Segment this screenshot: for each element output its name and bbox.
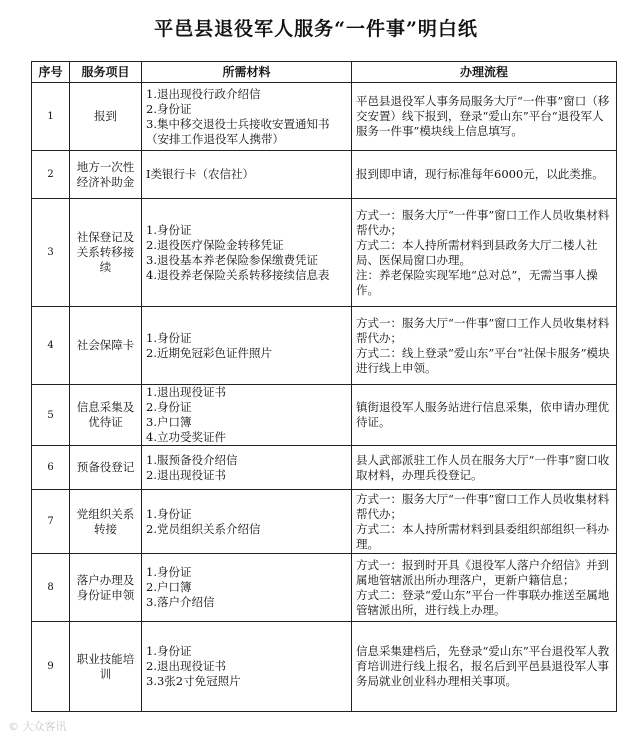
materials-cell	[142, 83, 352, 151]
header-item: 服务项目	[70, 62, 142, 83]
process-cell	[352, 490, 617, 554]
materials-cell	[142, 199, 352, 307]
process-cell	[352, 446, 617, 490]
materials-cell	[142, 622, 352, 712]
process-line: 方式二：本人持所需材料到县政务大厅二楼人社局、医保局窗口办理。	[356, 237, 598, 267]
table-row	[32, 446, 617, 490]
service-item: 社会保障卡	[70, 307, 142, 385]
service-item: 职业技能培训	[70, 622, 142, 712]
materials-cell	[142, 151, 352, 199]
service-table	[31, 61, 617, 712]
row-number: 5	[32, 385, 70, 446]
materials-cell	[142, 385, 352, 446]
process-line: 方式一：服务大厅“一件事”窗口工作人员收集材料帮代办；	[356, 491, 610, 521]
process-cell	[352, 622, 617, 712]
material-line: 2.退出现役证书	[146, 659, 226, 673]
row-number: 8	[32, 554, 70, 622]
material-line: 2.身份证	[146, 101, 192, 116]
material-line: 1.退出现役证书	[146, 385, 226, 399]
service-item: 落户办理及身份证申领	[70, 554, 142, 622]
process-line: 信息采集建档后，先登录“爱山东”平台退役军人教育培训进行线上报名，报名后到平邑县退役军人事务局就业创业科办理相关事项。	[356, 644, 610, 688]
material-line: 2.身份证	[146, 400, 192, 414]
process-line: 县人武部派驻工作人员在服务大厅“一件事”窗口收取材料，办理兵役登记。	[356, 452, 610, 482]
material-line: 4.立功受奖证件	[146, 430, 226, 444]
header-no: 序号	[32, 62, 70, 83]
header-flow: 办理流程	[352, 62, 617, 83]
material-line: 1.服预备役介绍信	[146, 452, 238, 467]
service-item: 地方一次性经济补助金	[70, 151, 142, 199]
header-materials: 所需材料	[142, 62, 352, 83]
materials-cell	[142, 446, 352, 490]
process-line: 方式一：报到时开具《退役军人落户介绍信》并到属地管辖派出所办理落户，更新户籍信息；	[356, 557, 609, 587]
service-item: 报到	[70, 83, 142, 151]
material-line: 1.身份证	[146, 222, 192, 237]
material-line: 3.退役基本养老保险参保缴费凭证	[146, 252, 318, 267]
material-line: 3.落户介绍信	[146, 595, 215, 609]
table-row	[32, 554, 617, 622]
material-line: 2.退出现役证书	[146, 467, 226, 482]
service-item: 信息采集及优待证	[70, 385, 142, 446]
process-line: 方式一：服务大厅“一件事”窗口工作人员收集材料帮代办；	[356, 207, 610, 237]
process-line: 方式一：服务大厅“一件事”窗口工作人员收集材料帮代办；	[356, 315, 610, 345]
process-line: 方式二：登录“爱山东”平台一件事联办推送至属地管辖派出所，进行线上办理。	[356, 587, 610, 617]
material-line: 2.户口簿	[146, 580, 192, 594]
table-row	[32, 307, 617, 385]
process-cell	[352, 83, 617, 151]
process-cell	[352, 385, 617, 446]
material-line: 2.近期免冠彩色证件照片	[146, 345, 272, 360]
row-number: 7	[32, 490, 70, 554]
material-line: 1.退出现役行政介绍信	[146, 86, 261, 101]
table-row	[32, 151, 617, 199]
process-line: 报到即申请，现行标准每年6000元，以此类推。	[356, 167, 604, 181]
row-number: 2	[32, 151, 70, 199]
row-number: 4	[32, 307, 70, 385]
material-line: 4.退役养老保险关系转移接续信息表	[146, 267, 330, 282]
service-item: 预备役登记	[70, 446, 142, 490]
process-line: 方式二：线上登录“爱山东”平台“社保卡服务”模块进行线上申领。	[356, 345, 610, 375]
material-line: 1.身份证	[146, 565, 192, 579]
table-row	[32, 490, 617, 554]
table-row	[32, 622, 617, 712]
row-number: 9	[32, 622, 70, 712]
materials-cell	[142, 554, 352, 622]
material-line: 1.身份证	[146, 330, 192, 345]
material-line: 3.户口簿	[146, 415, 192, 429]
row-number: 1	[32, 83, 70, 151]
service-item: 党组织关系转接	[70, 490, 142, 554]
process-cell	[352, 151, 617, 199]
row-number: 3	[32, 199, 70, 307]
page-title: 平邑县退役军人服务“一件事”明白纸	[154, 18, 478, 40]
table-row	[32, 385, 617, 446]
watermark: © 大众客讯	[8, 720, 67, 733]
process-line: 平邑县退役军人事务局服务大厅“一件事”窗口（移交安置）线下报到，登录“爱山东”平台“退役军人服务一件事”模块线上信息填写。	[356, 94, 610, 138]
process-line: 注：养老保险实现军地“总对总”，无需当事人操作。	[356, 267, 598, 297]
materials-cell	[142, 490, 352, 554]
process-cell	[352, 554, 617, 622]
process-line: 镇街退役军人服务站进行信息采集，依申请办理优待证。	[356, 400, 609, 429]
table-row	[32, 83, 617, 151]
table-row	[32, 199, 617, 307]
process-cell	[352, 307, 617, 385]
material-line: 1.身份证	[146, 506, 192, 521]
material-line: I类银行卡（农信社）	[146, 167, 255, 181]
materials-cell	[142, 307, 352, 385]
process-line: 方式二：本人持所需材料到县委组织部组织一科办理。	[356, 521, 609, 551]
material-line: 2.党员组织关系介绍信	[146, 521, 261, 536]
material-line: 1.身份证	[146, 644, 192, 658]
service-item: 社保登记及关系转移接续	[70, 199, 142, 307]
process-cell	[352, 199, 617, 307]
table-header-row	[32, 62, 617, 83]
material-line: 3.集中移交退役士兵接收安置通知书（安排工作退役军人携带）	[146, 116, 330, 146]
material-line: 3.3张2寸免冠照片	[146, 674, 241, 688]
row-number: 6	[32, 446, 70, 490]
material-line: 2.退役医疗保险金转移凭证	[146, 237, 284, 252]
